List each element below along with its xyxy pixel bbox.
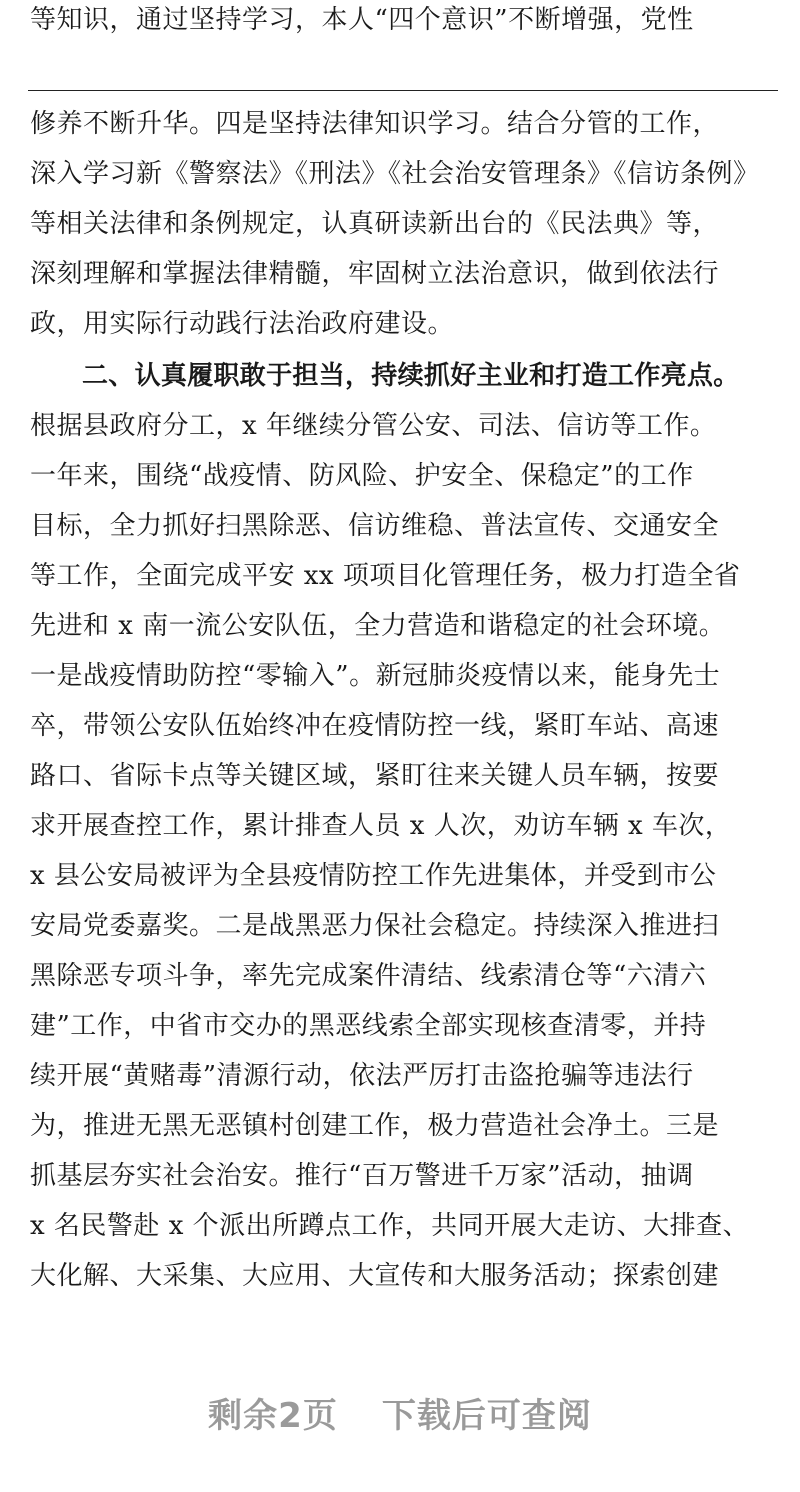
text-line: x 县公安局被评为全县疫情防控工作先进集体，并受到市公 bbox=[30, 861, 717, 891]
download-prompt[interactable] bbox=[0, 1392, 800, 1440]
text-line: 根据县政府分工，x 年继续分管公安、司法、信访等工作。 bbox=[30, 411, 717, 441]
text-line: 求开展查控工作，累计排查人员 x 人次，劝访车辆 x 车次， bbox=[30, 811, 732, 841]
text-line: 目标，全力抓好扫黑除恶、信访维稳、普法宣传、交通安全 bbox=[30, 511, 720, 541]
text-line: 建”工作，中省市交办的黑恶线索全部实现核查清零，并持 bbox=[30, 1011, 707, 1041]
text-line: 一是战疫情助防控“零输入”。新冠肺炎疫情以来，能身先士 bbox=[30, 661, 721, 691]
text-line: 路口、省际卡点等关键区域，紧盯往来关键人员车辆，按要 bbox=[30, 761, 720, 791]
text-line: 大化解、大采集、大应用、大宣传和大服务活动；探索创建 bbox=[30, 1261, 720, 1291]
download-hint-label: 下载后可查阅 bbox=[381, 1396, 592, 1436]
text-line: 安局党委嘉奖。二是战黑恶力保社会稳定。持续深入推进扫 bbox=[30, 911, 720, 941]
text-line: 续开展“黄赌毒”清源行动，依法严厉打击盗抢骗等违法行 bbox=[30, 1061, 694, 1091]
text-line: 等知识，通过坚持学习，本人“四个意识”不断增强，党性 bbox=[30, 5, 694, 35]
text-line: 深刻理解和掌握法律精髓，牢固树立法治意识，做到依法行 bbox=[30, 259, 720, 289]
remaining-pages-label: 剩余2页 bbox=[208, 1396, 338, 1436]
text-line: 卒，带领公安队伍始终冲在疫情防控一线，紧盯车站、高速 bbox=[30, 711, 720, 741]
text-line: 等工作，全面完成平安 xx 项项目化管理任务，极力打造全省 bbox=[30, 561, 741, 591]
text-line: 修养不断升华。四是坚持法律知识学习。结合分管的工作， bbox=[30, 109, 720, 139]
text-line: 抓基层夯实社会治安。推行“百万警进千万家”活动，抽调 bbox=[30, 1161, 694, 1191]
text-line: 等相关法律和条例规定，认真研读新出台的《民法典》等， bbox=[30, 209, 720, 239]
text-line: 深入学习新《警察法》《刑法》《社会治安管理条》《信访条例》 bbox=[30, 159, 760, 189]
text-line: 先进和 x 南一流公安队伍，全力营造和谐稳定的社会环境。 bbox=[30, 611, 726, 641]
section-heading: 二、认真履职敢于担当，持续抓好主业和打造工作亮点。 bbox=[82, 361, 740, 391]
page-divider bbox=[28, 90, 778, 91]
text-line: 黑除恶专项斗争，率先完成案件清结、线索清仓等“六清六 bbox=[30, 961, 707, 991]
text-line: 为，推进无黑无恶镇村创建工作，极力营造社会净土。三是 bbox=[30, 1111, 720, 1141]
text-line: 一年来，围绕“战疫情、防风险、护安全、保稳定”的工作 bbox=[30, 461, 694, 491]
text-line: 政，用实际行动践行法治政府建设。 bbox=[30, 309, 455, 339]
text-line: x 名民警赴 x 个派出所蹲点工作，共同开展大走访、大排查、 bbox=[30, 1211, 750, 1241]
